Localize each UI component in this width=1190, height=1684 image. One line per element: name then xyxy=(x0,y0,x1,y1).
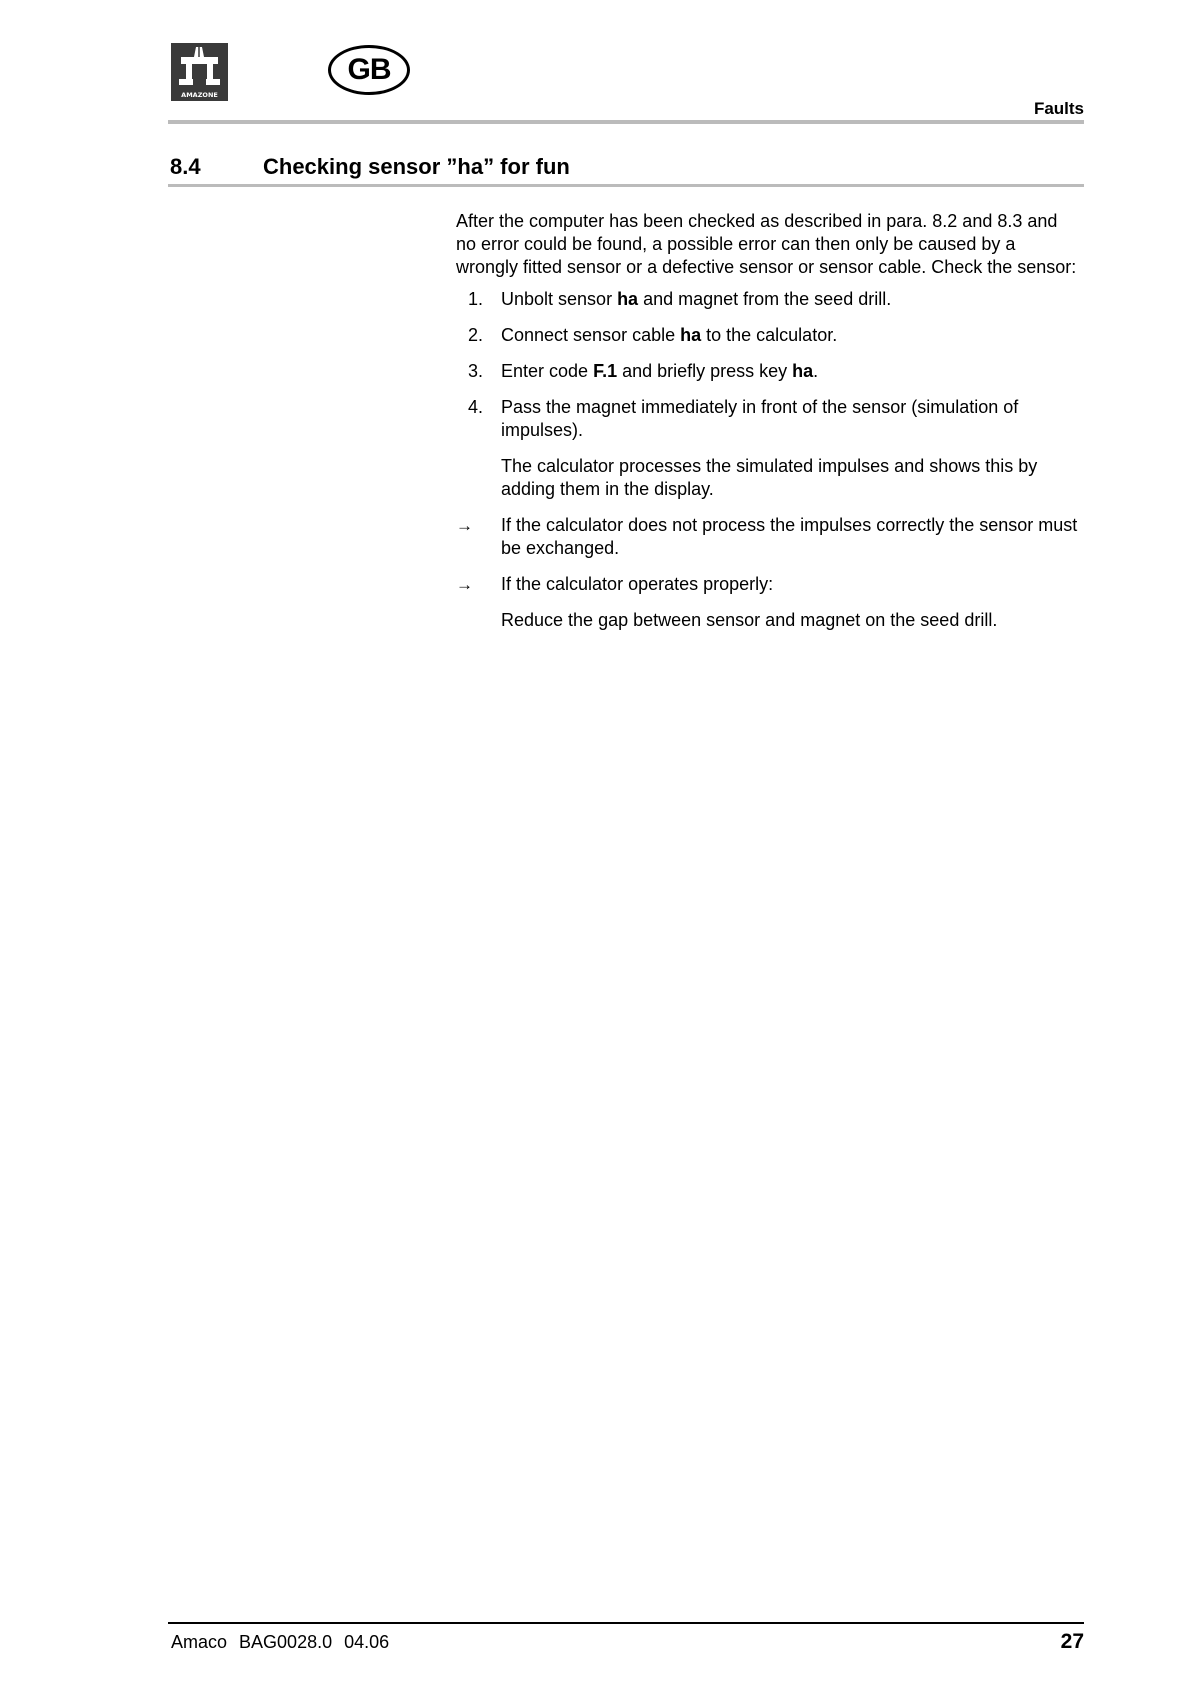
header-divider xyxy=(168,120,1084,124)
logo-wordmark: AMAZONE xyxy=(181,91,218,99)
heading-divider xyxy=(168,184,1084,187)
result-note: Reduce the gap between sensor and magnet on the seed drill. xyxy=(501,610,998,630)
list-item xyxy=(456,324,1078,347)
step-number: 4. xyxy=(468,397,484,417)
step-number: 1. xyxy=(468,289,484,309)
section-heading xyxy=(170,154,1070,180)
step-number: 3. xyxy=(468,361,484,381)
step-text: Connect sensor cable ha to the calculator. xyxy=(501,325,838,345)
footer-date: 04.06 xyxy=(344,1632,390,1652)
footer-doc-info xyxy=(171,1632,401,1653)
result-text: If the calculator operates properly: xyxy=(501,574,774,594)
page-number: 27 xyxy=(1060,1630,1084,1653)
list-item xyxy=(456,573,1078,596)
list-item xyxy=(456,514,1078,560)
footer-doc-code: BAG0028.0 xyxy=(239,1632,333,1652)
footer-divider xyxy=(168,1622,1084,1624)
step-text: Enter code F.1 and briefly press key ha. xyxy=(501,361,819,381)
step-note: The calculator processes the simulated impulses and shows this by adding them in the display. xyxy=(501,456,1038,499)
step-text: Unbolt sensor ha and magnet from the seed drill. xyxy=(501,289,892,309)
step-number: 2. xyxy=(468,325,484,345)
country-badge: GB xyxy=(328,45,410,95)
section-label: Faults xyxy=(1033,99,1084,118)
arrow-icon: → xyxy=(456,516,473,535)
result-text: If the calculator does not process the impulses correctly the sensor must be exchanged. xyxy=(501,515,1078,558)
amazone-logo xyxy=(171,43,228,101)
step-text: Pass the magnet immediately in front of the sensor (simulation of impulses). xyxy=(501,397,1019,440)
heading-number: 8.4 xyxy=(170,154,201,179)
list-item xyxy=(456,396,1078,442)
heading-title: Checking sensor ”ha” for fun xyxy=(263,154,570,179)
list-item xyxy=(456,288,1078,311)
arrow-icon: → xyxy=(456,575,473,594)
main-content xyxy=(456,210,1078,645)
intro-paragraph: After the computer has been checked as described in para. 8.2 and 8.3 and no error could be found, a possible error can then only be caused by a wrongly fitted sensor or a defective sensor or sensor cable. Check the sensor: xyxy=(456,211,1077,277)
footer-brand: Amaco xyxy=(171,1632,228,1652)
list-item xyxy=(456,360,1078,383)
